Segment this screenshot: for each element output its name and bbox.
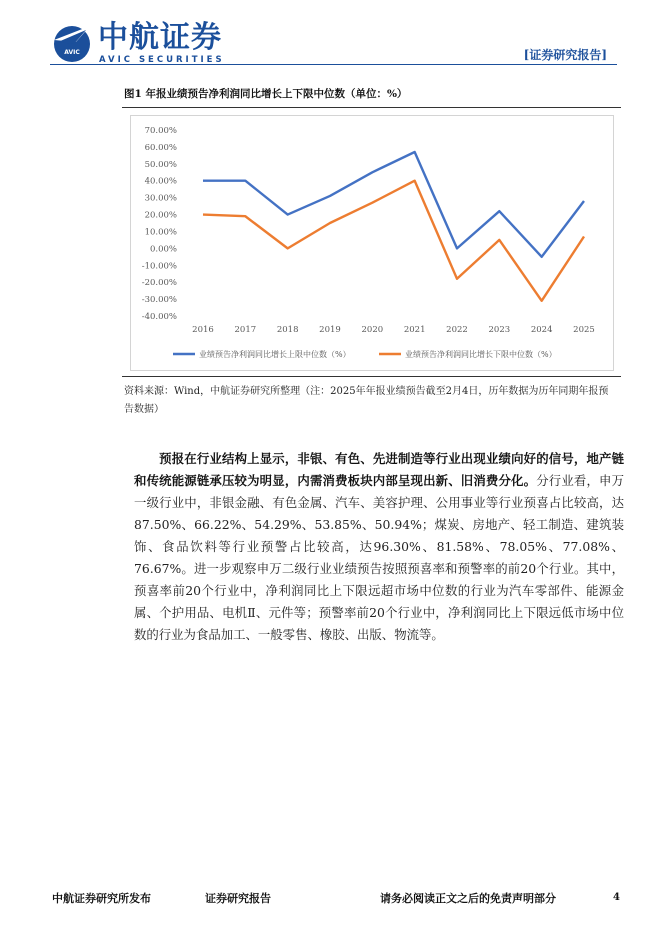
y-tick-label: 40.00%: [144, 176, 177, 187]
x-tick-label: 2023: [488, 325, 511, 335]
series-line-1: [203, 152, 584, 257]
legend-label-1: 业绩预告净利润同比增长上限中位数（%）: [199, 350, 351, 359]
y-tick-label: 30.00%: [144, 193, 177, 204]
y-tick-label: -20.00%: [141, 278, 177, 289]
body-rest: 分行业看，申万一级行业中，非银金融、有色金属、汽车、美容护理、公用事业等行业预喜占比较高，达87.50%、66.22%、54.29%、53.85%、50.94%；煤炭、房地产、轻工制造、建筑装饰、食品饮料等行业预警占比较高，达96.30%、81.58%、78.05%、77.08%、76.67%。进一步观察申万二级行业业绩预告按照预喜率和预警率的前20个行业。其中，预喜率前20个行业中，净利润同比上下限远超市场中位数的行业为汽车零部件、能源金属、个护用品、电机Ⅱ、元件等；预警率前20个行业中，净利润同比上下限远低市场中位数的行业为食品加工、一般零售、橡胶、出版、物流等。: [134, 473, 625, 642]
report-tag: [证券研究报告]: [523, 48, 607, 62]
figure-source-note: 资料来源：Wind，中航证券研究所整理（注：2025年年报业绩预告截至2月4日，历年数据为历年同期年报预告数据）: [124, 386, 609, 415]
x-tick-label: 2017: [234, 325, 257, 335]
y-tick-label: -30.00%: [141, 295, 177, 306]
y-tick-label: 50.00%: [144, 159, 177, 170]
brand-name-en: AVIC SECURITIES: [99, 55, 225, 65]
y-tick-label: 0.00%: [149, 244, 177, 255]
chart-svg: [131, 116, 613, 370]
x-tick-label: 2018: [276, 325, 299, 335]
x-tick-label: 2019: [319, 325, 341, 335]
y-tick-label: -40.00%: [141, 312, 177, 322]
figure-title: 图1 年报业绩预告净利润同比增长上下限中位数（单位：%）: [124, 88, 408, 100]
x-tick-label: 2022: [446, 325, 468, 335]
legend-label-2: 业绩预告净利润同比增长下限中位数（%）: [405, 350, 557, 359]
brand-name-cn: 中航证券: [98, 20, 222, 55]
x-tick-label: 2025: [573, 325, 595, 335]
y-tick-label: 20.00%: [144, 210, 177, 221]
x-tick-label: 2021: [403, 325, 426, 335]
y-tick-label: 60.00%: [144, 142, 177, 153]
avic-wing-logo-icon: [50, 20, 94, 64]
y-tick-label: -10.00%: [141, 261, 177, 272]
figure-bottom-rule: [122, 376, 621, 377]
y-tick-label: 10.00%: [144, 227, 177, 238]
figure-top-rule: [122, 107, 621, 108]
body-bold-lead: 预报在行业结构上显示，非银、有色、先进制造等行业出现业绩向好的信号，地产链和传统能源链承压较为明显，内需消费板块内部呈现出新、旧消费分化。: [134, 451, 624, 488]
y-tick-label: 70.00%: [144, 126, 177, 136]
header-divider: [50, 64, 617, 65]
x-tick-label: 2016: [192, 325, 214, 335]
footer-disclaimer: 请务必阅读正文之后的免责声明部分: [380, 892, 556, 905]
footer-doc-type: 证券研究报告: [205, 892, 271, 905]
footer-publisher: 中航证券研究所发布: [52, 892, 151, 905]
x-tick-label: 2020: [361, 325, 384, 335]
page-number: 4: [613, 892, 620, 903]
logo-mark-text: AVIC: [64, 49, 80, 56]
x-tick-label: 2024: [530, 325, 553, 335]
body-paragraph: [134, 448, 624, 646]
line-chart: [130, 115, 614, 371]
company-logo: [50, 20, 240, 68]
